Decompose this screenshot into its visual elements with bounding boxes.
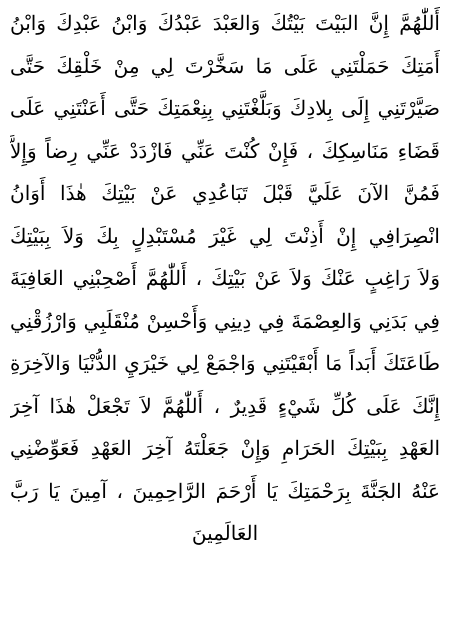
text-line: صَيَّرْتَنِي إِلَى بِلادِكَ وَبَلَّغْتَنِي بِنِعْمَتِكَ حَتَّى أَعَنْتَنِي عَلَى (10, 96, 440, 120)
text-line: العَهْدِ بِبَيْتِكَ الحَرَامِ وَإِنْ جَعَلْتَهُ آخِرَ العَهْدِ فَعَوِّضْنِي (10, 436, 440, 460)
text-line: عَنْهُ الجَنَّةَ بِرَحْمَتِكَ يَا أَرْحَمَ الرَّاحِمِينَ ، آمِينَ يَا رَبَّ (10, 478, 440, 503)
text-line: إِنَّكَ عَلَى كُلِّ شَيْءٍ قَدِيرٌ ، أَللّٰهُمَّ لاَ تَجْعَلْ هٰذَا آخِرَ (10, 393, 440, 418)
text-line: فَمُنَّ الآنَ عَلَيَّ قَبْلَ تَبَاعُدِي عَنْ بَيْتِكَ هٰذَا أَوَانُ (10, 181, 440, 205)
text-line: فِي بَدَنِي وَالعِصْمَةَ فِي دِينِي وَأَحْسِنْ مُنْقَلَبِي وَارْزُقْنِي (10, 308, 440, 333)
text-line-final: العَالَمِينَ (191, 521, 259, 545)
text-line: أَللّٰهُمَّ إِنَّ البَيْتَ بَيْتُكَ وَالعَبْدَ عَبْدُكَ وَابْنُ عَبْدِكَ وَابْنُ (10, 11, 440, 35)
text-line: انْصِرَافِي إِنْ أَذِنْتَ لِي غَيْرَ مُسْتَبْدِلٍ بِكَ وَلاَ بِبَيْتِكَ (10, 223, 440, 248)
text-line: قَضَاءِ مَنَاسِكِكَ ، فَإِنْ كُنْتَ عَنِّي فَازْدَدْ عَنِّي رِضاً وَإِلاَّ (10, 138, 440, 163)
text-line: أَمَتِكَ حَمَلْتَنِي عَلَى مَا سَخَّرْتَ لِي مِنْ خَلْقِكَ حَتَّى (10, 53, 440, 78)
text-line: طَاعَتَكَ أَبَداً مَا أَبْقَيْتَنِي وَاجْمَعْ لِي خَيْرَيِ الدُّنْيَا وَالآخِرَةِ (10, 351, 440, 375)
text-line: وَلاَ رَاغِبٍ عَنْكَ وَلاَ عَنْ بَيْتِكَ ، أَللّٰهُمَّ أَصْحِبْنِي العَافِيَةَ (10, 266, 440, 290)
